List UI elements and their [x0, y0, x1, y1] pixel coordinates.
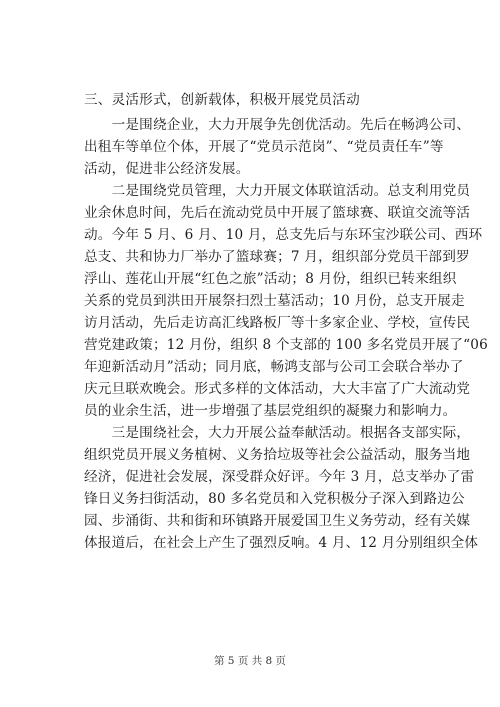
- paragraph-line: 园、步涌街、共和街和环镇路开展爱国卫生义务劳动，经有关媒: [84, 513, 471, 529]
- paragraph-line: 员的业余生活，进一步增强了基层党组织的凝聚力和影响力。: [84, 403, 457, 419]
- paragraph-line: 活动，促进非公经济发展。: [84, 161, 250, 177]
- paragraph-line: 组织党员开展义务植树、义务拾垃圾等社会公益活动，服务当地: [84, 447, 471, 463]
- paragraph-line: 二是围绕党员管理，大力开展文体联谊活动。总支利用党员: [84, 183, 471, 199]
- section-heading: 三、灵活形式，创新载体，积极开展党员活动: [84, 92, 360, 108]
- paragraph-line: 出租车等单位个体，开展了“党员示范岗”、“党员责任车”等: [84, 139, 444, 155]
- paragraph-line: 业余休息时间，先后在流动党员中开展了篮球赛、联谊交流等活: [84, 205, 471, 221]
- paragraph-line: 关系的党员到洪田开展祭扫烈士墓活动；10 月份，总支开展走: [84, 293, 465, 309]
- paragraph-line: 动。今年 5 月、6 月、10 月，总支先后与东环宝沙联公司、西环: [84, 227, 483, 243]
- paragraph-line: 营党建政策；12 月份，组织 8 个支部的 100 多名党员开展了“06: [84, 337, 489, 353]
- paragraph-line: 三是围绕社会，大力开展公益奉献活动。根据各支部实际，: [84, 425, 471, 441]
- paragraph-line: 总支、共和协力厂举办了篮球赛；7 月，组织部分党员干部到罗: [84, 249, 470, 265]
- document-body: [84, 89, 489, 554]
- paragraph-line: 访月活动，先后走访高汇线路板厂等十多家企业、学校，宣传民: [84, 315, 471, 331]
- paragraph-line: 浮山、莲花山开展“红色之旅”活动；8 月份，组织已转来组织: [84, 271, 457, 287]
- paragraph-line: 体报道后，在社会上产生了强烈反响。4 月、12 月分别组织全体: [84, 535, 479, 551]
- paragraph-line: 经济，促进社会发展，深受群众好评。今年 3 月，总支举办了雷: [84, 469, 475, 485]
- paragraph-line: 年迎新活动月”活动；同月底，畅鸿支部与公司工会联合举办了: [84, 359, 464, 375]
- paragraph-line: 庆元旦联欢晚会。形式多样的文体活动，大大丰富了广大流动党: [84, 381, 471, 397]
- page-number-footer: 第 5 页 共 8 页: [213, 655, 287, 667]
- paragraph-line: 锋日义务扫街活动，80 多名党员和入党积极分子深入到路边公: [84, 491, 465, 507]
- paragraph-line: 一是围绕企业，大力开展争先创优活动。先后在畅鸿公司、: [84, 117, 471, 133]
